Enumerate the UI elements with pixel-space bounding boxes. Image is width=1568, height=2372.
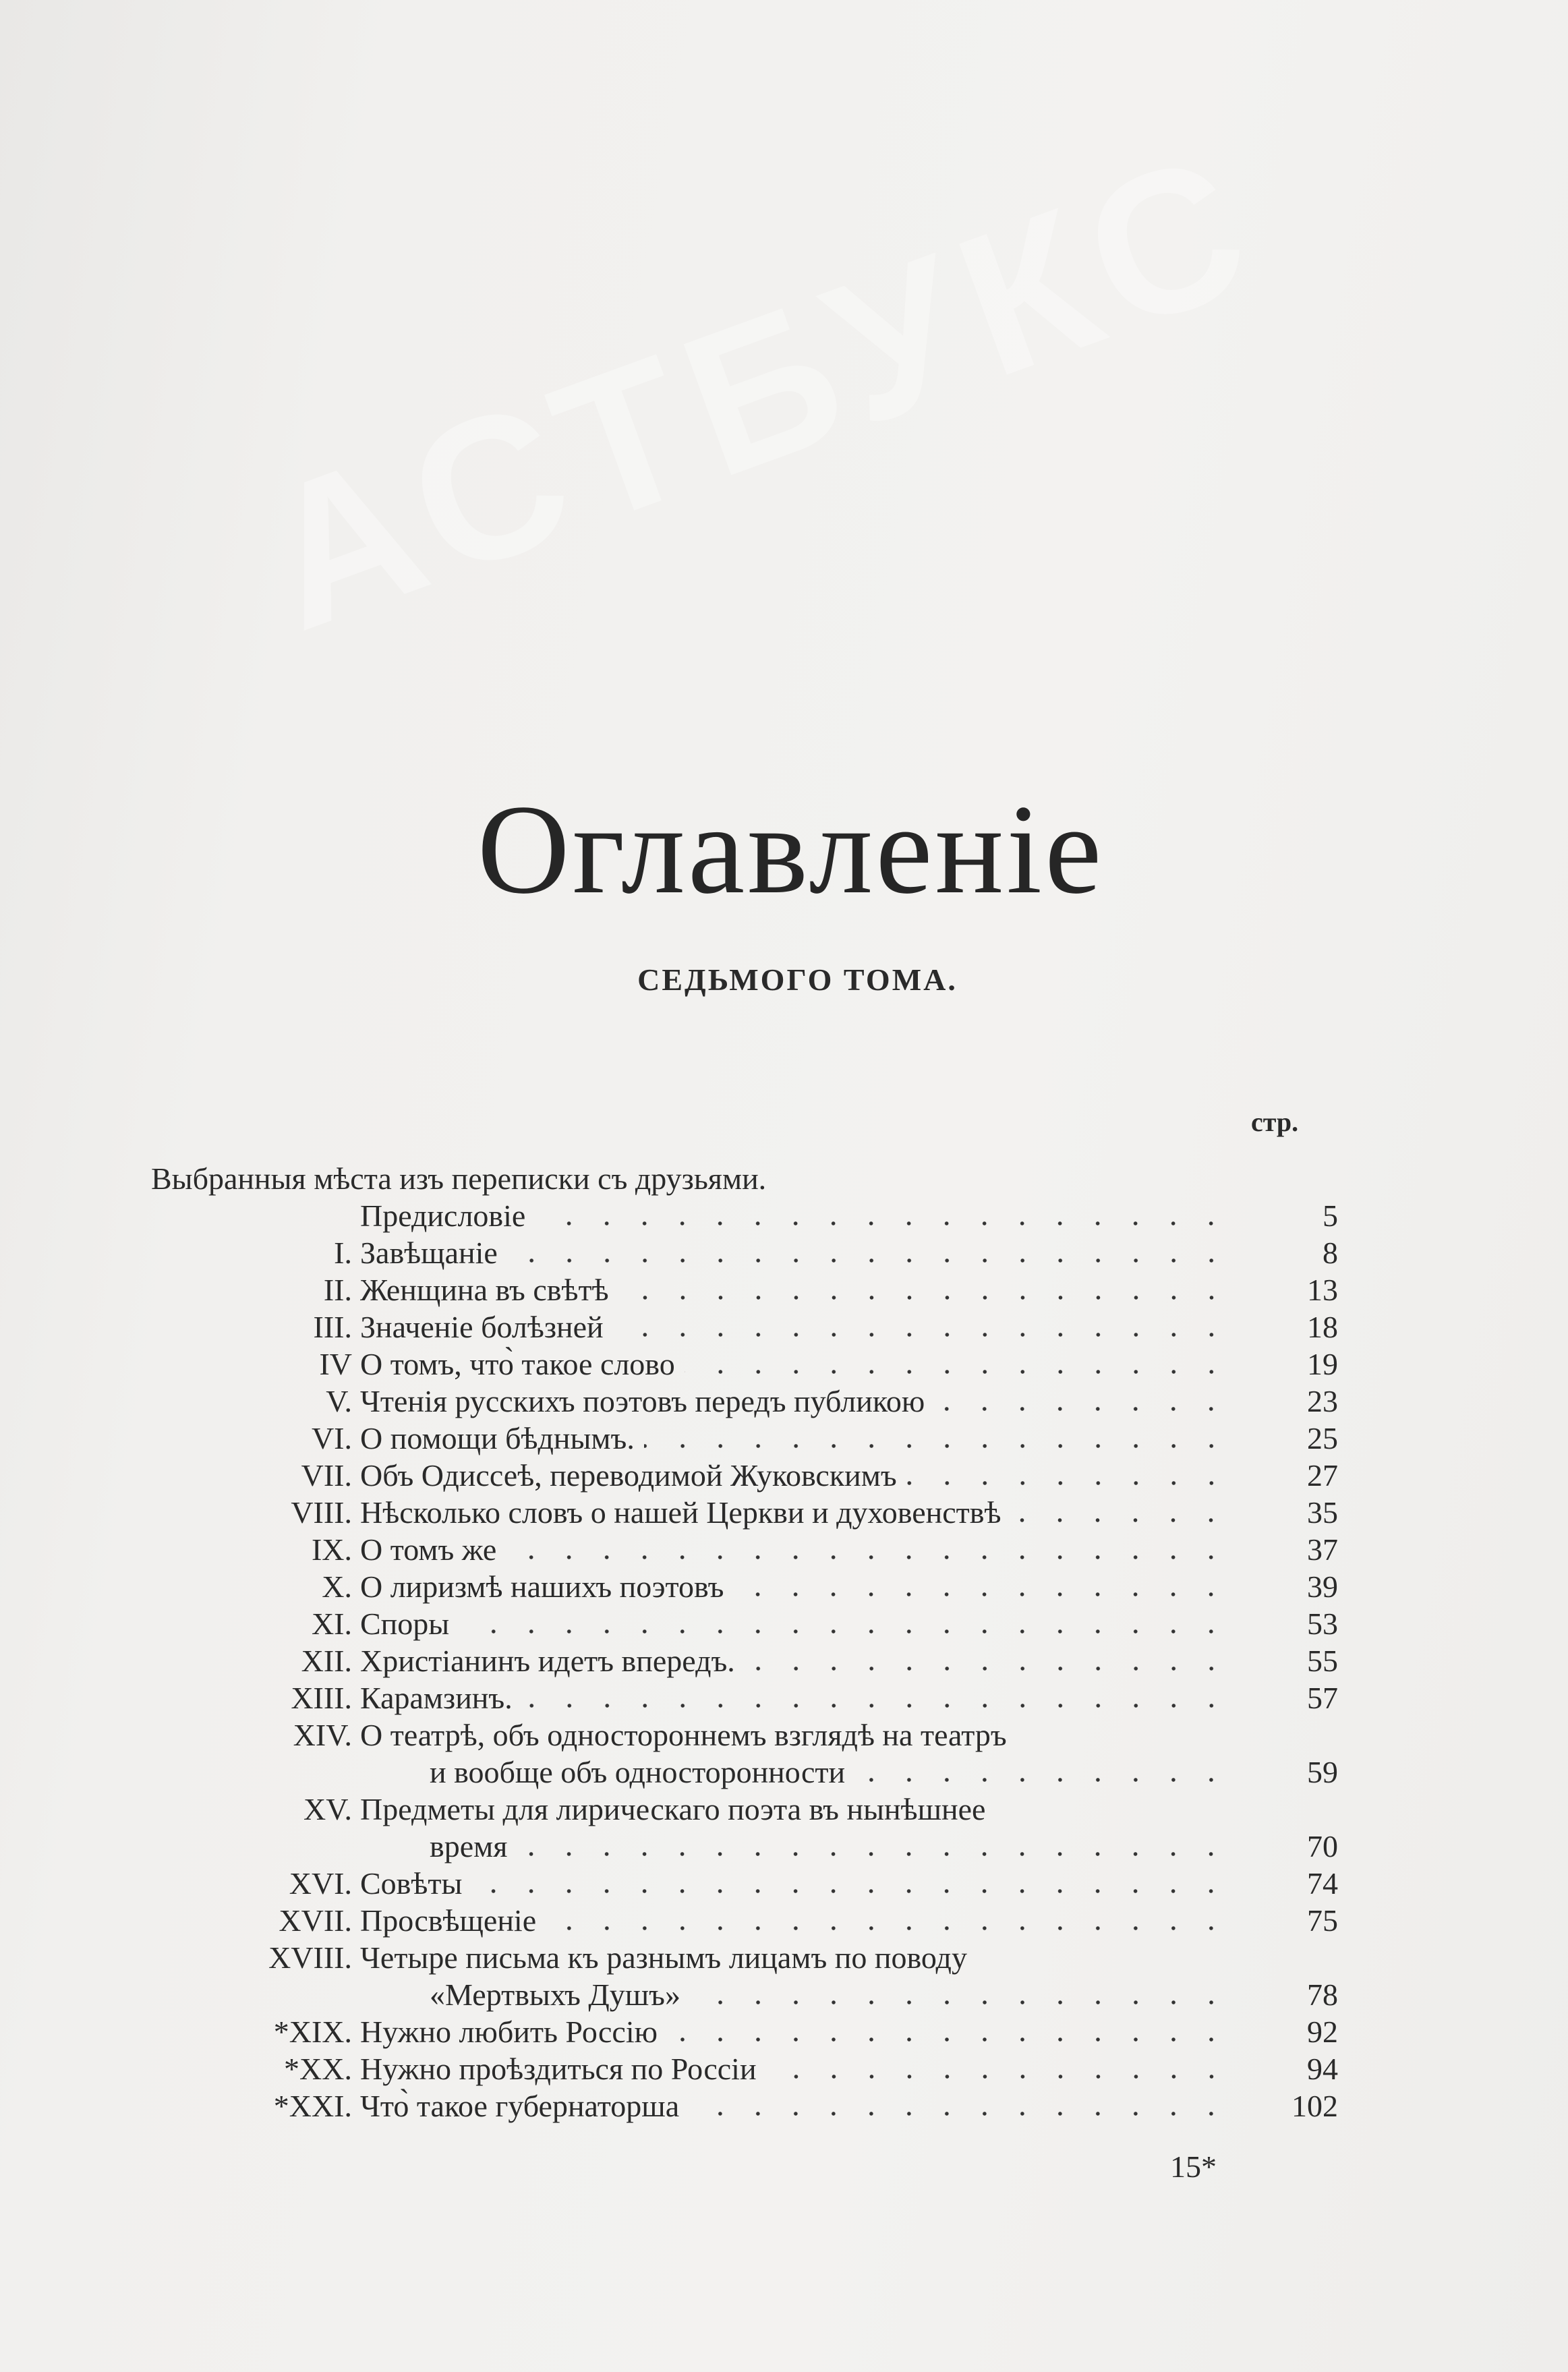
entry-number: III. <box>313 1310 352 1344</box>
dot-leader <box>517 1851 1230 1857</box>
dot-leader <box>618 1295 1230 1300</box>
entry-page-number: 70 <box>1307 1829 1338 1863</box>
entry-page-number: 57 <box>1307 1681 1338 1715</box>
toc-entry <box>151 1902 1338 1939</box>
toc-entry <box>151 1420 1338 1457</box>
entry-title: Чтенія русскихъ поэтовъ передъ публикою <box>360 1384 925 1418</box>
toc-entry <box>151 1716 1338 1754</box>
entry-number: VIII. <box>291 1495 352 1530</box>
entry-title: Четыре письма къ разнымъ лицамъ по поводу <box>360 1940 967 1975</box>
entry-number: XV. <box>303 1792 352 1826</box>
entry-number: XI. <box>311 1607 352 1641</box>
entry-title: и вообще объ односторонности <box>430 1755 846 1789</box>
entry-title: «Мертвыхъ Душъ» <box>430 1977 680 2012</box>
toc-entry <box>151 1197 1338 1234</box>
entry-page-number: 19 <box>1307 1347 1338 1381</box>
dot-leader <box>906 1480 1230 1486</box>
entry-page-number: 5 <box>1323 1198 1338 1233</box>
toc-entry <box>151 1271 1338 1308</box>
dot-leader <box>644 1443 1230 1449</box>
entry-title: Нужно проѣздиться по Россіи <box>360 2052 757 2086</box>
entry-page-number: 18 <box>1307 1310 1338 1344</box>
entry-page-number: 35 <box>1307 1495 1338 1530</box>
entry-number: XII. <box>301 1644 352 1678</box>
entry-title: Совѣты <box>360 1866 463 1901</box>
entry-title: Предметы для лирическаго поэта въ нынѣшнее <box>360 1792 986 1826</box>
dot-leader <box>854 1777 1230 1783</box>
entry-number: *XXI. <box>273 2089 352 2123</box>
toc-entry <box>151 1976 1338 2013</box>
entry-page-number: 8 <box>1323 1236 1338 1270</box>
entry-title: О лиризмѣ нашихъ поэтовъ <box>360 1569 724 1604</box>
toc-entry <box>151 1531 1338 1568</box>
entry-number: X. <box>322 1569 352 1604</box>
entry-page-number: 78 <box>1307 1977 1338 2012</box>
page-title: Оглавленіе <box>477 779 1105 921</box>
dot-leader <box>506 1555 1230 1560</box>
entry-title: Просвѣщеніе <box>360 1903 537 1938</box>
toc-entry <box>151 1568 1338 1605</box>
dot-leader <box>690 2000 1230 2005</box>
entry-page-number: 13 <box>1307 1273 1338 1307</box>
entry-page-number: 27 <box>1307 1458 1338 1493</box>
entry-number: XVI. <box>289 1866 352 1901</box>
toc-entry <box>151 2013 1338 2050</box>
page-subtitle: СЕДЬМОГО ТОМА. <box>637 962 958 997</box>
entry-title: Христіанинъ идетъ впередъ. <box>360 1644 735 1678</box>
dot-leader <box>471 1888 1230 1894</box>
toc-entry <box>151 1642 1338 1679</box>
entry-page-number: 59 <box>1307 1755 1338 1789</box>
dot-leader <box>685 1369 1230 1375</box>
dot-leader <box>934 1406 1230 1412</box>
section-heading: Выбранныя мѣста изъ переписки съ друзьями. <box>151 1161 767 1196</box>
entry-title: О театрѣ, объ одностороннемъ взглядѣ на театръ <box>360 1718 1007 1752</box>
entry-number: VII. <box>301 1458 352 1493</box>
entry-page-number: 75 <box>1307 1903 1338 1938</box>
toc-entry <box>151 1939 1338 1976</box>
toc-entry <box>151 1308 1338 1346</box>
dot-leader <box>522 1703 1230 1708</box>
entry-number: *XIX. <box>273 2015 352 2049</box>
entry-page-number: 102 <box>1291 2089 1338 2123</box>
entry-title: время <box>430 1829 508 1863</box>
entry-title: Нужно любить Россію <box>360 2015 658 2049</box>
toc-entry <box>151 1494 1338 1531</box>
entry-number: VI. <box>311 1421 352 1455</box>
entry-title: О томъ, что̀ такое слово <box>360 1347 675 1381</box>
entry-title: Споры <box>360 1607 450 1641</box>
toc-entry <box>151 1605 1338 1642</box>
entry-page-number: 53 <box>1307 1607 1338 1641</box>
entry-title: Значеніе болѣзней <box>360 1310 604 1344</box>
entry-number: XVII. <box>279 1903 352 1938</box>
toc-entry <box>151 2087 1338 2124</box>
toc-entry <box>151 1865 1338 1902</box>
entry-number: XIV. <box>293 1718 352 1752</box>
entry-page-number: 94 <box>1307 2052 1338 2086</box>
entry-title: О помощи бѣднымъ. <box>360 1421 635 1455</box>
entry-title: Женщина въ свѣтѣ <box>360 1273 609 1307</box>
watermark: АСТБУКС <box>236 106 1285 673</box>
toc-entry <box>151 1828 1338 1865</box>
dot-leader <box>546 1926 1230 1931</box>
entry-page-number: 39 <box>1307 1569 1338 1604</box>
entry-title: Что̀ такое губернаторша <box>360 2089 680 2123</box>
toc-entry <box>151 1383 1338 1420</box>
toc-entry <box>151 1754 1338 1791</box>
toc-entry <box>151 1346 1338 1383</box>
dot-leader <box>535 1221 1230 1226</box>
toc-entry <box>151 1457 1338 1494</box>
dot-leader <box>733 1592 1230 1597</box>
entry-page-number: 55 <box>1307 1644 1338 1678</box>
entry-number: XVIII. <box>268 1940 352 1975</box>
entry-page-number: 92 <box>1307 2015 1338 2049</box>
entry-page-number: 37 <box>1307 1532 1338 1567</box>
entry-page-number: 23 <box>1307 1384 1338 1418</box>
entry-number: II. <box>323 1273 352 1307</box>
page-column-header: стр. <box>1251 1107 1299 1137</box>
toc-entry <box>151 2050 1338 2087</box>
toc-entry <box>151 1679 1338 1716</box>
entry-title: О томъ же <box>360 1532 497 1567</box>
toc-entry <box>151 1791 1338 1828</box>
dot-leader <box>613 1332 1230 1337</box>
signature-mark: 15* <box>1170 2149 1217 2184</box>
dot-leader <box>459 1629 1230 1634</box>
entry-number: IV <box>319 1347 352 1381</box>
entry-number: I. <box>334 1236 352 1270</box>
dot-leader <box>1010 1517 1230 1523</box>
entry-page-number: 25 <box>1307 1421 1338 1455</box>
toc-entry <box>151 1234 1338 1271</box>
entry-title: Объ Одиссеѣ, переводимой Жуковскимъ <box>360 1458 897 1493</box>
dot-leader <box>667 2037 1230 2042</box>
entry-title: Завѣщаніе <box>360 1236 498 1270</box>
table-of-contents <box>151 1160 1338 2124</box>
dot-leader <box>766 2074 1230 2079</box>
dot-leader <box>507 1258 1230 1263</box>
toc-entries <box>151 1197 1338 2124</box>
entry-title: Предисловіе <box>360 1198 526 1233</box>
entry-number: V. <box>326 1384 352 1418</box>
entry-title: Нѣсколько словъ о нашей Церкви и духовенствѣ <box>360 1495 1001 1530</box>
entry-number: IX. <box>311 1532 352 1567</box>
dot-leader <box>689 2111 1230 2116</box>
entry-number: XIII. <box>291 1681 352 1715</box>
entry-page-number: 74 <box>1307 1866 1338 1901</box>
dot-leader <box>745 1666 1230 1671</box>
entry-title: Карамзинъ. <box>360 1681 513 1715</box>
entry-number: *XX. <box>284 2052 352 2086</box>
